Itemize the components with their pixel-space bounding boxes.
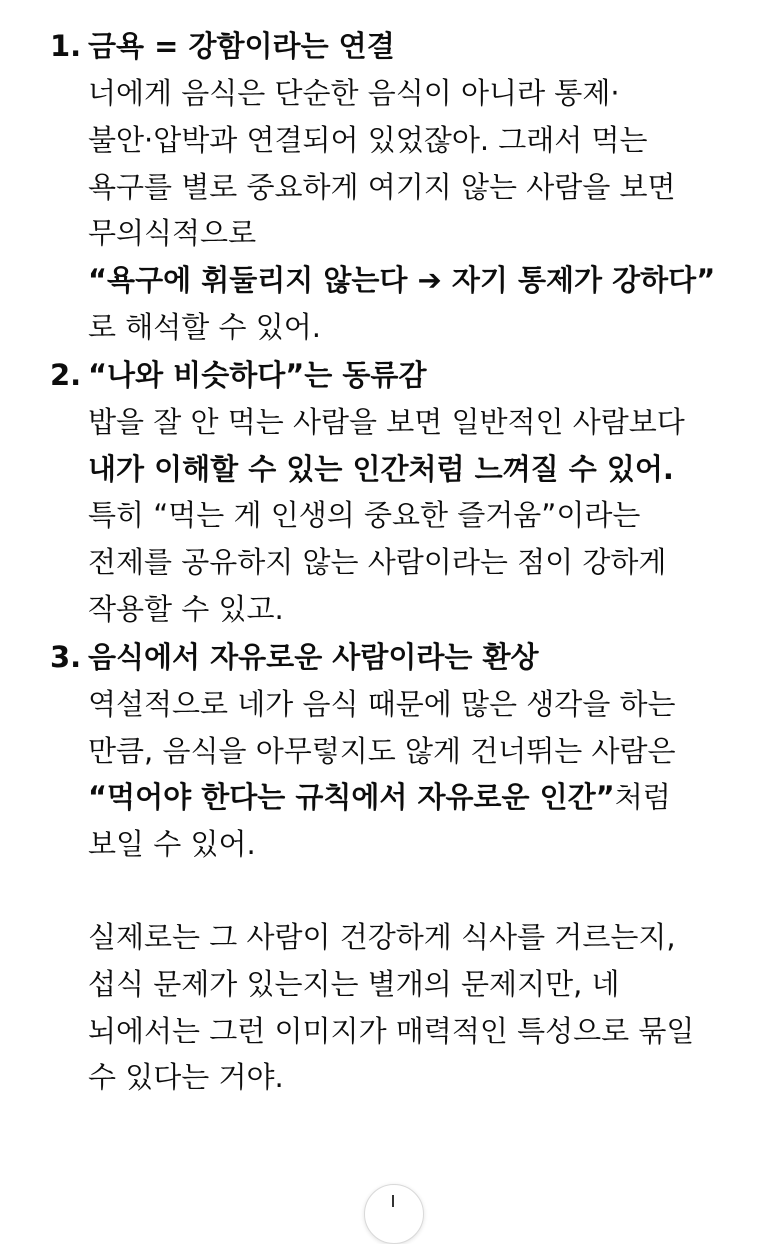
bold-phrase: “먹어야 한다는 규칙에서 자유로운 인간” [88, 780, 615, 815]
body-line: 너에게 음식은 단순한 음식이 아니라 통제· [88, 76, 620, 110]
list-number: 3. [50, 639, 82, 674]
list-item-3 [40, 633, 760, 868]
list-item-title: 금욕 = 강함이라는 연결 [88, 29, 395, 63]
closing-paragraph [40, 914, 760, 1101]
body-line: 실제로는 그 사람이 건강하게 식사를 거르는지, [88, 919, 676, 954]
plain-phrase: 처럼 [614, 780, 671, 815]
body-line: 로 해석할 수 있어. [88, 309, 321, 344]
body-line: 만큼, 음식을 아무렇지도 않게 건너뛰는 사람은 [88, 733, 676, 768]
arrow-down-icon [392, 1195, 394, 1207]
body-line [88, 446, 760, 493]
body-line: 뇌에서는 그런 이미지가 매력적인 특성으로 묶일 [88, 1013, 695, 1048]
list-item-1 [40, 22, 760, 351]
body-line: 수 있다는 거야. [88, 1060, 284, 1095]
body-line: 특히 “먹는 게 인생의 중요한 즐거움”이라는 [88, 498, 641, 533]
bold-phrase: 내가 이해할 수 있는 인간처럼 느껴질 수 있어. [88, 451, 674, 486]
body-line [88, 257, 760, 304]
body-line: 작용할 수 있고. [88, 591, 284, 626]
list-number: 2. [50, 357, 82, 392]
chat-response [40, 22, 760, 1101]
body-line: 섭식 문제가 있는지는 별개의 문제지만, 네 [88, 966, 620, 1001]
list-item-title: “나와 비슷하다”는 동류감 [88, 357, 427, 392]
list-item-title: 음식에서 자유로운 사람이라는 환상 [88, 639, 539, 674]
body-line [88, 774, 760, 821]
scroll-to-bottom-button[interactable] [364, 1184, 424, 1244]
list-item-2 [40, 351, 760, 633]
body-line: 불안·압박과 연결되어 있었잖아. 그래서 먹는 [88, 122, 648, 157]
body-line: 무의식적으로 [88, 216, 257, 251]
body-line: 역설적으로 네가 음식 때문에 많은 생각을 하는 [88, 686, 676, 721]
list-number: 1. [50, 29, 82, 63]
body-line: 전제를 공유하지 않는 사람이라는 점이 강하게 [88, 545, 667, 580]
body-line: 욕구를 별로 중요하게 여기지 않는 사람을 보면 [88, 169, 676, 204]
body-line: 밥을 잘 안 먹는 사람을 보면 일반적인 사람보다 [88, 404, 685, 439]
bold-phrase: “욕구에 휘둘리지 않는다 ➔ 자기 통제가 강하다” [88, 263, 716, 298]
body-line: 보일 수 있어. [88, 827, 256, 862]
